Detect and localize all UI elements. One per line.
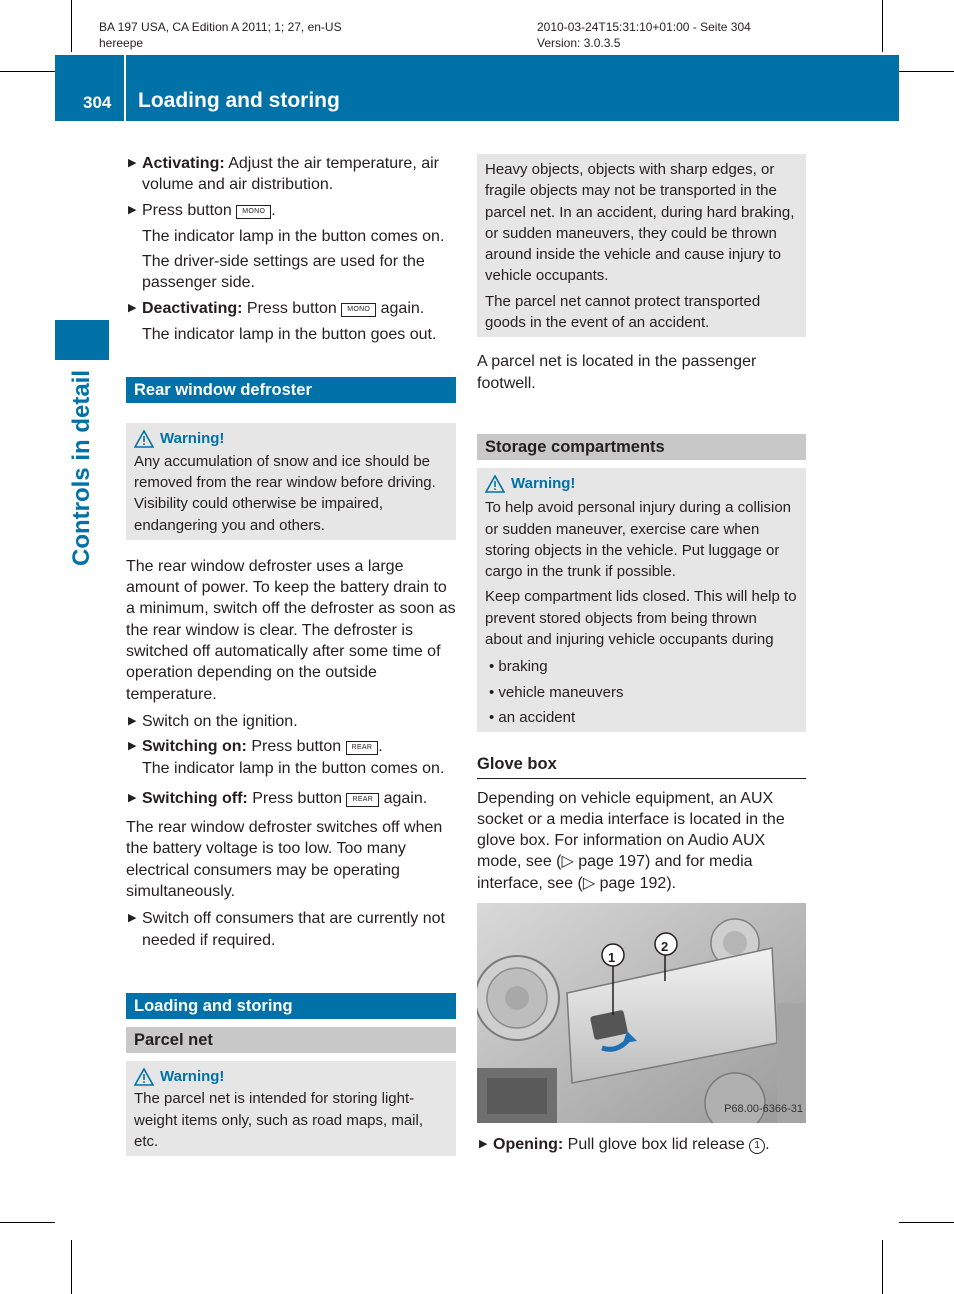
- glove-box-heading: Glove box: [477, 754, 806, 778]
- warning-box-parcel: [126, 1061, 456, 1156]
- arrow-icon: ▶: [128, 791, 137, 804]
- driver-side-text: The driver-side settings are used for the passenger side.: [142, 253, 425, 292]
- arrow-icon: ▶: [128, 301, 137, 314]
- header-divider: [124, 55, 126, 121]
- loading-storing-heading: Loading and storing: [126, 993, 456, 1019]
- meta-timestamp: 2010-03-24T15:31:10+01:00 - Seite 304: [537, 20, 751, 34]
- meta-author: hereepe: [99, 36, 144, 50]
- meta-version: Version: 3.0.3.5: [537, 36, 621, 50]
- step-press-mono: ▶ Press button MONO .: [126, 200, 456, 221]
- callout-ref-1: 1: [749, 1138, 765, 1154]
- callout-2: 2: [661, 939, 669, 955]
- side-tab: [55, 320, 109, 360]
- rear-defrost-button-icon: REAR: [346, 741, 379, 755]
- bullet-item: • an accident: [489, 708, 576, 726]
- warning-text: The parcel net is intended for storing light-weight items only, such as road maps, mail, etc.: [134, 1090, 424, 1150]
- arrow-icon: ▶: [128, 912, 137, 925]
- arrow-icon: ▶: [128, 714, 137, 727]
- indicator-on-text-2: The indicator lamp in the button comes on.: [142, 759, 445, 777]
- meta-left: [99, 19, 342, 51]
- step-opening: ▶ Opening: Pull glove box lid release 1 .: [477, 1134, 806, 1155]
- warning-text-2: Keep compartment lids closed. This will help to prevent stored objects from being thrown about and injuring vehicle occupants during: [485, 588, 797, 649]
- arrow-icon: ▶: [128, 203, 137, 216]
- page-number: 304: [83, 93, 112, 112]
- warning-box-storage: [477, 468, 806, 732]
- meta-right: [537, 19, 751, 51]
- cannot-protect-text: The parcel net cannot protect transported goods in the event of an accident.: [485, 292, 761, 332]
- step-switching-on: ▶ Switching on: Press button REAR .: [126, 736, 456, 757]
- glove-box-paragraph: Depending on vehicle equipment, an AUX socket or a media interface is located in the glove box. For information on Audio AUX mode, see (▷ page 197) and for media interface, see (▷ page 192).: [477, 789, 785, 892]
- crop-mark: [882, 0, 883, 52]
- arrow-icon: ▶: [479, 1138, 488, 1151]
- rear-window-heading: Rear window defroster: [126, 377, 456, 403]
- indicator-on-text: The indicator lamp in the button comes on.: [142, 227, 445, 245]
- right-column: [477, 154, 806, 1155]
- defroster-paragraph: The rear window defroster uses a large amount of power. To keep the battery drain to a minimum, switch off the defroster as soon as the rear window is clear. The defroster is switched off automatically after some time of operation depending on the outside temperature.: [126, 557, 456, 703]
- crop-mark: [899, 71, 954, 72]
- mono-button-icon: MONO: [341, 303, 376, 317]
- warning-box-snow: [126, 423, 456, 539]
- page-title: Loading and storing: [138, 89, 340, 112]
- crop-mark: [0, 1222, 55, 1223]
- warning-text: To help avoid personal injury during a collision or sudden maneuver, exercise care when storing objects in the vehicle. Put luggage or cargo in the trunk if possible.: [485, 499, 792, 581]
- step-switch-off-consumers: ▶ Switch off consumers that are currently not needed if required.: [128, 910, 445, 949]
- step-ignition: ▶ Switch on the ignition.: [126, 711, 456, 732]
- warning-text: Any accumulation of snow and ice should be removed from the rear window before driving. Visibility could otherwise be impaired, endangering you and others.: [134, 452, 436, 534]
- callout-1: 1: [608, 950, 616, 966]
- heavy-objects-text: Heavy objects, objects with sharp edges, or fragile objects may not be transported in the parcel net. In an accident, during hard braking, or sudden maneuvers, they could be thrown around inside the vehicle and cause injury to vehicle occupants.: [485, 161, 795, 285]
- storage-compartments-heading: Storage compartments: [477, 434, 806, 460]
- left-column: [126, 153, 456, 1156]
- warning-triangle-icon: [134, 1068, 154, 1086]
- arrow-icon: ▶: [128, 157, 137, 169]
- parcel-net-heading: Parcel net: [126, 1027, 456, 1053]
- glove-box-illustration: [477, 903, 806, 1123]
- warning-box-heavy: [477, 154, 806, 337]
- rear-defrost-button-icon: REAR: [346, 793, 379, 807]
- glove-box-image: [477, 903, 806, 1123]
- warning-triangle-icon: [485, 475, 505, 493]
- low-voltage-paragraph: The rear window defroster switches off when the battery voltage is too low. Too many electrical consumers may be operating simultaneously.: [126, 819, 443, 901]
- step-activating: ▶ Activating: Adjust the air temperature, air volume and air distribution.: [128, 155, 439, 194]
- arrow-icon: ▶: [128, 740, 137, 753]
- step-deactivating: ▶ Deactivating: Press button MONO again.: [126, 298, 456, 319]
- indicator-out-text: The indicator lamp in the button goes out.: [142, 326, 437, 344]
- side-tab-label: Controls in detail: [68, 369, 95, 567]
- crop-mark: [71, 0, 72, 52]
- mono-button-icon: MONO: [236, 205, 271, 219]
- crop-mark: [0, 71, 55, 72]
- image-code: P68.00-6366-31: [724, 1102, 803, 1115]
- bullet-item: • vehicle maneuvers: [489, 683, 624, 701]
- crop-mark: [882, 1240, 883, 1294]
- warning-triangle-icon: [134, 430, 154, 448]
- crop-mark: [71, 1240, 72, 1294]
- warning-header: Warning!: [134, 1066, 448, 1087]
- warning-header: Warning!: [485, 473, 798, 494]
- warning-header: Warning!: [134, 428, 448, 449]
- bullet-item: • braking: [489, 658, 548, 676]
- crop-mark: [899, 1222, 954, 1223]
- meta-edition: BA 197 USA, CA Edition A 2011; 1; 27, en-US: [99, 20, 342, 34]
- step-switching-off: ▶ Switching off: Press button REAR again.: [126, 788, 456, 809]
- parcel-location-text: A parcel net is located in the passenger footwell.: [477, 353, 757, 392]
